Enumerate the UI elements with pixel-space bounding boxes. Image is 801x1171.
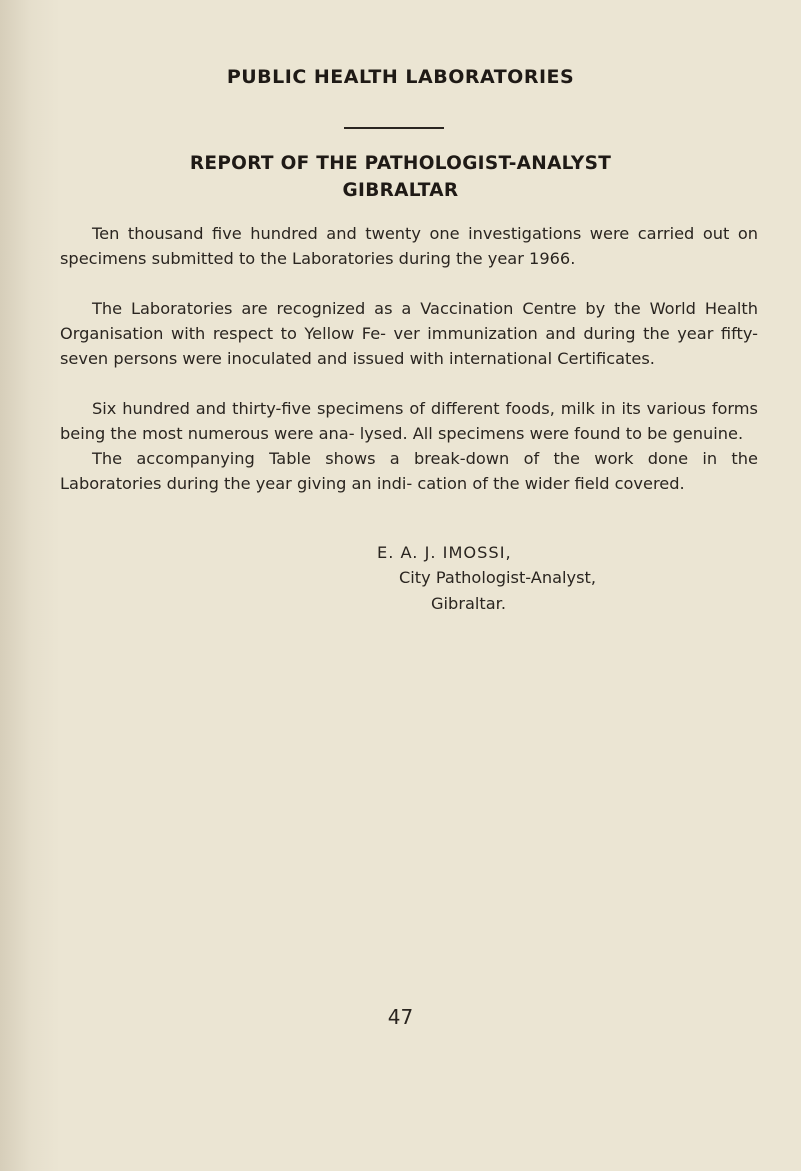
page-header-title: PUBLIC HEALTH LABORATORIES	[226, 66, 575, 88]
signature-place: Gibraltar.	[431, 594, 506, 613]
paragraph-table-note: The accompanying Table shows a break-down of the work done in the Laboratories during the year giving an indi- cation of the wider field covered.	[60, 449, 758, 493]
report-subtitle: GIBRALTAR	[342, 180, 459, 201]
header-divider	[344, 127, 444, 129]
paragraph-food-specimens: Six hundred and thirty-five specimens of different foods, milk in its various forms being the most numerous were ana- lysed. All specimens were found to be genuine.	[60, 399, 758, 443]
signature-name: E. A. J. IMOSSI,	[377, 543, 512, 562]
report-title: REPORT OF THE PATHOLOGIST-ANALYST	[189, 153, 612, 174]
paragraph-vaccination: The Laboratories are recognized as a Vaccination Centre by the World Health Organisation with respect to Yellow Fe- ver immunization and during the year fifty-seven persons were inoculated and issued with international Certificates.	[60, 299, 758, 368]
signature-role: City Pathologist-Analyst,	[399, 568, 597, 587]
paragraph-investigations: Ten thousand five hundred and twenty one investigations were carried out on specimens submitted to the Laboratories during the year 1966.	[60, 224, 758, 268]
page-number: 47	[387, 1005, 414, 1029]
